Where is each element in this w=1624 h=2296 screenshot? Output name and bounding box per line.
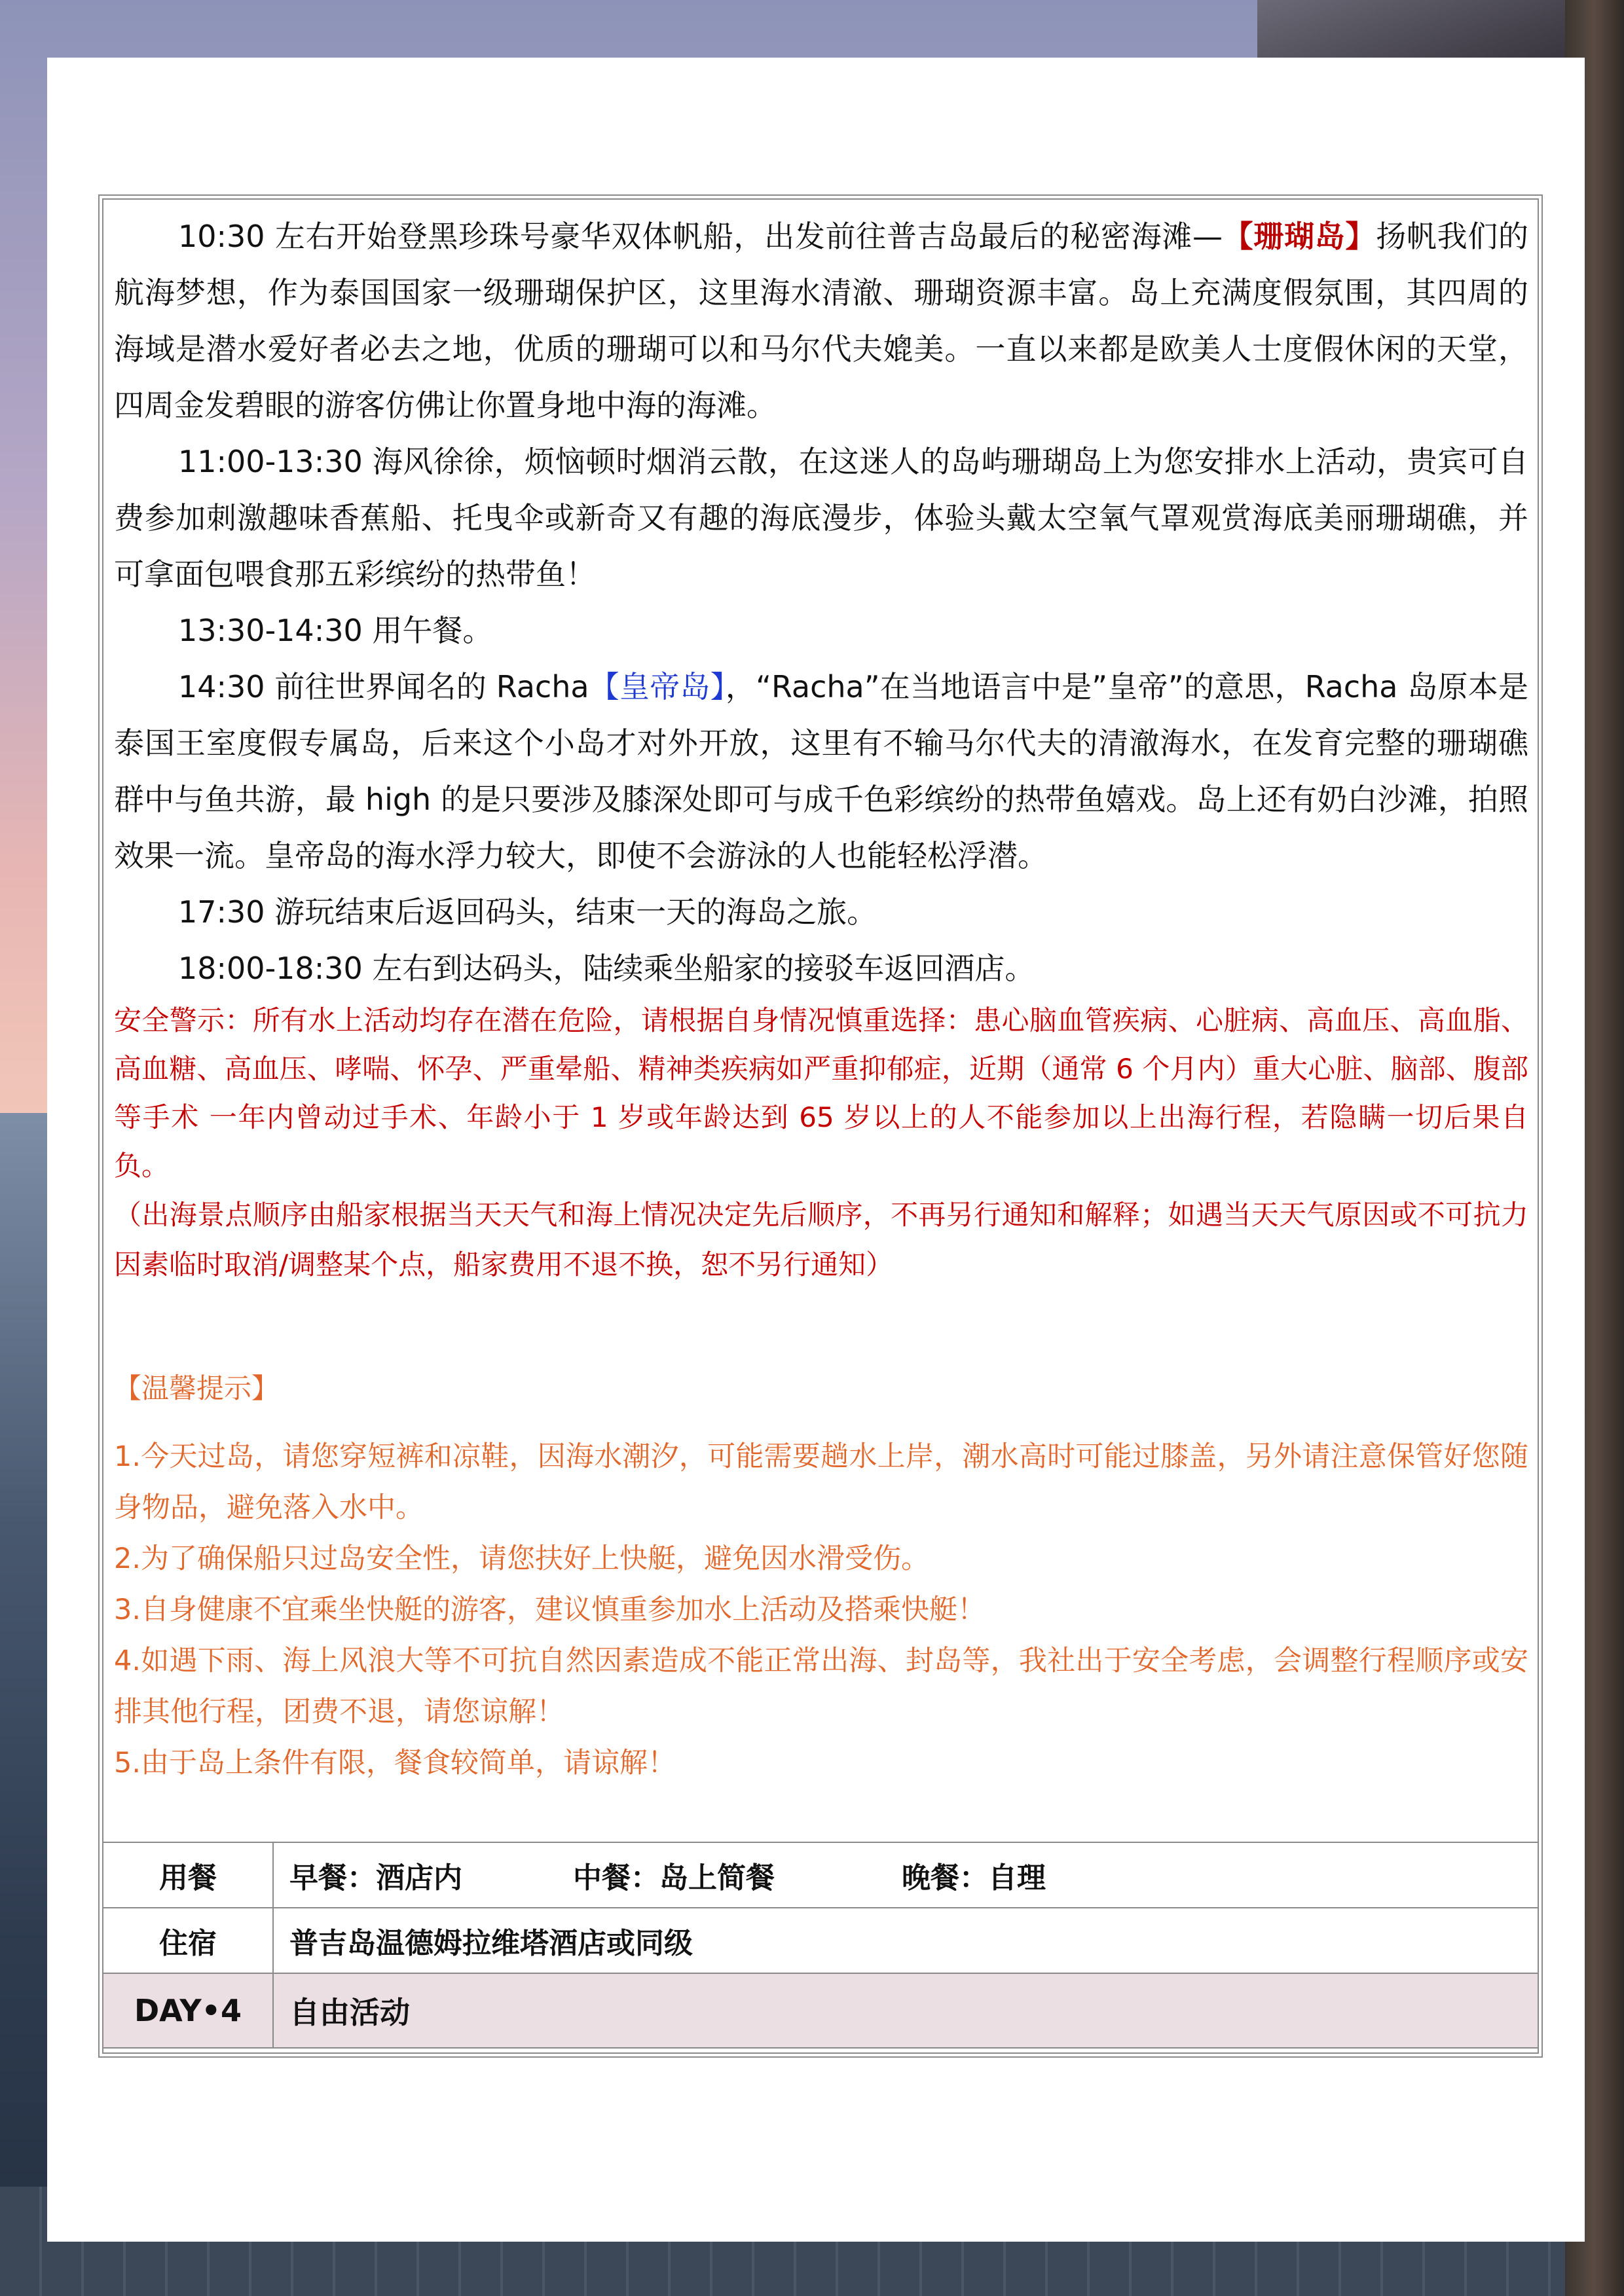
day-label: DAY•4 [103,1973,273,2048]
tip-item: 3.自身健康不宜乘坐快艇的游客，建议慎重参加水上活动及搭乘快艇！ [114,1594,986,1626]
breakfast-value: 早餐：酒店内 [289,1861,462,1895]
meal-values [273,1842,1538,1908]
racha-island-lead: 14:30 前往世界闻名的 Racha [178,669,589,704]
tips-title: 【温馨提示】 [114,1372,280,1404]
dinner-value: 晚餐：自理 [902,1861,1046,1895]
paragraph-racha-island [114,659,1528,884]
paragraph-water-activities: 11:00-13:30 海风徐徐，烦恼顿时烟消云散，在这迷人的岛屿珊瑚岛上为您安排水上活动，贵宾可自费参加刺激趣味香蕉船、托曳伞或新奇又有趣的海底漫步，体验头戴太空氧气罩观赏海底美丽珊瑚礁，并可拿面包喂食那五彩缤纷的热带鱼！ [114,444,1528,592]
coral-island-highlight: 【珊瑚岛】 [1222,219,1376,254]
day-value: 自由活动 [273,1973,1538,2048]
paragraph-return-pier: 17:30 游玩结束后返回码头，结束一天的海岛之旅。 [178,894,877,930]
stay-label: 住宿 [103,1908,273,1973]
tip-item: 4.如遇下雨、海上风浪大等不可抗自然因素造成不能正常出海、封岛等，我社出于安全考虑，会调整行程顺序或安排其他行程，团费不退，请您谅解！ [114,1645,1528,1728]
tip-item: 1.今天过岛，请您穿短裤和凉鞋，因海水潮汐，可能需要趟水上岸，潮水高时可能过膝盖，另外请注意保管好您随身物品，避免落入水中。 [114,1440,1528,1524]
day-row [103,1973,1538,2048]
itinerary-content [114,208,1528,1789]
schedule-note: （出海景点顺序由船家根据当天天气和海上情况决定先后顺序，不再另行通知和解释；如遇当天天气原因或不可抗力因素临时取消/调整某个点，船家费用不退不换，恕不另行通知） [114,1199,1528,1281]
stay-value: 普吉岛温德姆拉维塔酒店或同级 [273,1908,1538,1973]
paragraph-coral-island [114,208,1528,433]
paragraph-return-hotel: 18:00-18:30 左右到达码头，陆续乘坐船家的接驳车返回酒店。 [178,951,1035,986]
meal-row [103,1842,1538,1908]
racha-island-highlight: 【皇帝岛】 [589,669,726,704]
safety-warning: 安全警示：所有水上活动均存在潜在危险，请根据自身情况慎重选择：患心脑血管疾病、心脏病、高血压、高血脂、高血糖、高血压、哮喘、怀孕、严重晕船、精神类疾病如严重抑郁症，近期（通常 6 个月内）重大心脏、脑部、腹部等手术 一年内曾动过手术、年龄小于 1 岁或年龄达到 65 岁以上的人不能参加以上出海行程，若隐瞒一切后果自负。 [114,1004,1528,1182]
paragraph-lunch: 13:30-14:30 用午餐。 [178,613,493,648]
info-table [102,1842,1539,2049]
coral-island-rest: 扬帆我们的航海梦想，作为泰国国家一级珊瑚保护区，这里海水清澈、珊瑚资源丰富。岛上充满度假氛围，其四周的海域是潜水爱好者必去之地，优质的珊瑚可以和马尔代夫媲美。一直以来都是欧美人士度假休闲的天堂，四周金发碧眼的游客仿佛让你置身地中海的海滩。 [114,219,1529,423]
racha-island-rest: ，“Racha”在当地语言中是”皇帝”的意思，Racha 岛原本是泰国王室度假专属岛，后来这个小岛才对外开放，这里有不输马尔代夫的清澈海水，在发育完整的珊瑚礁群中与鱼共游，最 high 的是只要涉及膝深处即可与成千色彩缤纷的热带鱼嬉戏。岛上还有奶白沙滩，拍照效果一流。皇帝岛的海水浮力较大，即使不会游泳的人也能轻松浮潜。 [114,669,1528,873]
stay-row [103,1908,1538,1973]
tips-list [114,1431,1528,1789]
meal-label: 用餐 [103,1842,273,1908]
tip-item: 5.由于岛上条件有限，餐食较简单，请谅解！ [114,1747,676,1779]
tip-item: 2.为了确保船只过岛安全性，请您扶好上快艇，避免因水滑受伤。 [114,1542,930,1575]
lunch-value: 中餐：岛上简餐 [573,1861,775,1895]
coral-island-lead: 10:30 左右开始登黑珍珠号豪华双体帆船，出发前往普吉岛最后的秘密海滩— [178,219,1223,254]
